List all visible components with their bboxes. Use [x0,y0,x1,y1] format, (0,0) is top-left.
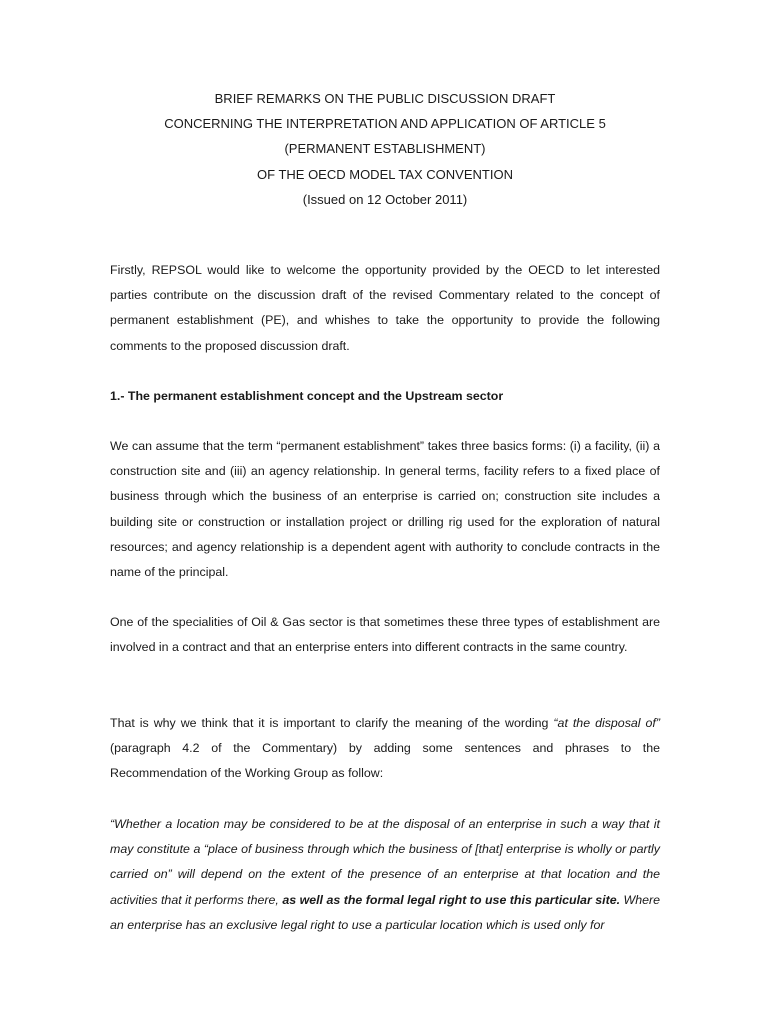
title-line-2: CONCERNING THE INTERPRETATION AND APPLICATION OF ARTICLE 5 [164,116,606,132]
title-line-1: BRIEF REMARKS ON THE PUBLIC DISCUSSION DRAFT [214,91,556,106]
title-line-5: (Issued on 12 October 2011) [302,191,468,207]
paragraph-3-text-after: (paragraph 4.2 of the Commentary) by adding some sentences and phrases to the Recommendation of the Working Group as follow: [110,741,660,781]
intro-paragraph: Firstly, REPSOL would like to welcome the opportunity provided by the OECD to let interested parties contribute on the discussion draft of the revised Commentary related to the concept of permanent establishment (PE), and whishes to take the opportunity to provide the following comments to the proposed discussion draft. [110,263,660,353]
title-line-4: OF THE OECD MODEL TAX CONVENTION [257,166,513,182]
document-title [0,86,770,212]
paragraph-3-text-before: That is why we think that it is important to clarify the meaning of the wording [110,716,554,730]
title-line-3: (PERMANENT ESTABLISHMENT) [284,141,486,157]
quote-part-2: Where an enterprise has an exclusive legal right to use a particular location which is used only for [110,892,661,932]
quote-bold-addition: as well as the formal legal right to use this particular site. [282,892,621,907]
section-1-paragraph-3 [110,711,660,787]
recommendation-quote [110,812,660,938]
quote-part-1: “Whether a location may be considered to be at the disposal of an enterprise in such a way that it may constitute a “place of business through which the business of [that] enterprise is wholly or partly carried on” will depend on the extent of the presence of an enterprise at that location and the activities that it performs there, [110,817,660,907]
section-1-paragraph-1: We can assume that the term “permanent establishment” takes three basics forms: (i) a facility, (ii) a construction site and (iii) an agency relationship. In general terms, facility refers to a fixed place of business through which the business of an enterprise is carried on; construction site includes a building site or construction or installation project or drilling rig used for the exploration of natural resources; and agency relationship is a dependent agent with authority to conclude contracts in the name of the principal. [110,439,660,580]
quoted-wording: “at the disposal of” [553,716,660,730]
section-1-heading: 1.- The permanent establishment concept and the Upstream sector [110,389,504,403]
section-1-paragraph-2: One of the specialities of Oil & Gas sector is that sometimes these three types of establishment are involved in a contract and that an enterprise enters into different contracts in the same country. [110,615,660,655]
